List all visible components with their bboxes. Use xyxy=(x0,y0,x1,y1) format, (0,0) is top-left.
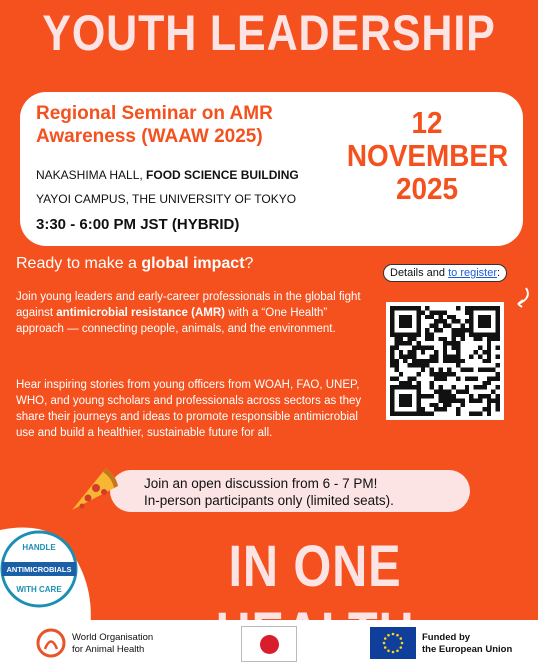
eu-line-1: Funded by xyxy=(422,632,471,643)
amr-logo-top-text: HANDLE xyxy=(22,543,56,552)
date-month: NOVEMBER xyxy=(346,138,509,173)
japan-flag xyxy=(241,626,297,662)
woah-name xyxy=(72,632,153,656)
event-date xyxy=(347,106,507,205)
eu-funding-text xyxy=(422,632,512,656)
amr-logo xyxy=(0,530,78,608)
seminar-title: Regional Seminar on AMR Awareness (WAAW 2025) xyxy=(36,103,273,147)
discussion-line-1: Join an open discussion from 6 - 7 PM! xyxy=(144,476,378,491)
woah-line-1: World Organisation xyxy=(72,632,154,643)
discussion-banner xyxy=(110,470,470,512)
venue-line-1 xyxy=(36,168,299,182)
registration-suffix: : xyxy=(497,267,501,279)
register-link[interactable]: to register xyxy=(448,267,498,279)
japan-flag-sun xyxy=(260,635,279,654)
eu-flag xyxy=(370,627,416,659)
qr-code-frame[interactable] xyxy=(386,302,504,420)
event-info-card xyxy=(20,92,523,246)
venue-hall: NAKASHIMA HALL, xyxy=(36,168,147,182)
tagline-bold: global impact xyxy=(141,255,245,272)
venue-line-2: YAYOI CAMPUS, THE UNIVERSITY OF TOKYO xyxy=(36,192,297,206)
qr-code[interactable] xyxy=(390,306,500,416)
headline-youth-leadership: YOUTH LEADERSHIP xyxy=(42,5,496,61)
para1-text-2: with a “One Health” approach — connecting people, animals, and the environment. xyxy=(16,307,336,335)
tagline xyxy=(16,255,253,273)
registration-prefix: Details and xyxy=(390,267,449,279)
event-time: 3:30 - 6:00 PM JST (HYBRID) xyxy=(36,216,240,233)
intro-paragraph xyxy=(16,289,366,337)
date-day: 12 xyxy=(411,105,443,140)
venue-building: FOOD SCIENCE BUILDING xyxy=(146,168,299,182)
para1-text-1: Join young leaders and early-career professionals in the global fight against xyxy=(16,291,361,319)
speakers-paragraph: Hear inspiring stories from young officers from WOAH, FAO, UNEP, WHO, and young scholars and professionals across sectors as they share their journeys and ideas to promote responsible antimicrobial use and build a healthier, sustainable future for all. xyxy=(16,379,362,439)
registration-badge xyxy=(383,264,507,282)
headline-in-one-health: IN ONE xyxy=(228,534,402,599)
footer xyxy=(0,620,538,671)
discussion-line-2: In-person participants only (limited seats). xyxy=(144,493,394,508)
pizza-icon xyxy=(66,462,122,516)
para1-bold: antimicrobial resistance (AMR) xyxy=(56,307,225,319)
date-year: 2025 xyxy=(395,171,459,206)
tagline-suffix: ? xyxy=(244,255,254,272)
amr-logo-bottom-text: WITH CARE xyxy=(16,585,62,594)
tagline-prefix: Ready to make a xyxy=(16,255,142,272)
eu-line-2: the European Union xyxy=(422,644,513,655)
amr-logo-middle-text: ANTIMICROBIALS xyxy=(6,565,72,574)
woah-line-2: for Animal Health xyxy=(72,644,145,655)
woah-logo xyxy=(36,628,66,658)
curved-arrow-icon xyxy=(510,286,532,308)
